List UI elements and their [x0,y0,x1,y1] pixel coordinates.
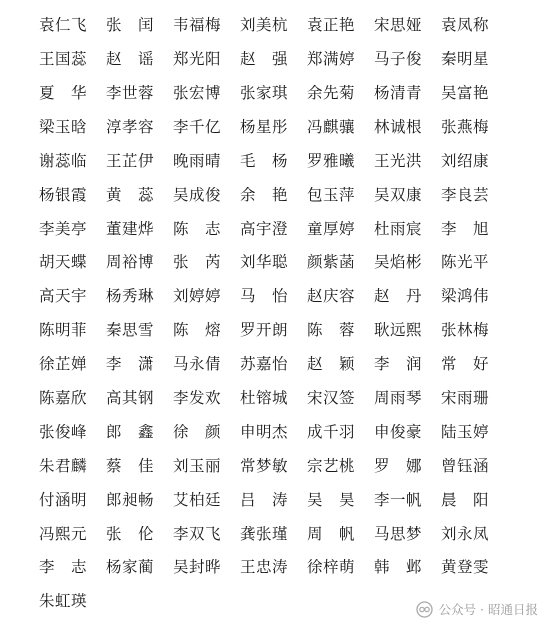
names-list [39,9,509,619]
name-item: 高其钢 [106,388,155,407]
name-item: 马永倩 [173,355,222,374]
name-item: 李千亿 [173,117,222,136]
name-item: 刘玉丽 [173,456,222,475]
name-item: 胡天蝶 [39,253,88,272]
name-item: 刘美杭 [240,16,289,35]
name-item: 王光洪 [374,151,423,170]
name-item: 郎 鑫 [106,422,155,441]
name-item: 马子俊 [374,50,423,69]
name-item: 宗艺桃 [307,456,356,475]
name-item: 秦思雪 [106,321,155,340]
name-item: 吴富艳 [441,83,490,102]
name-item: 袁仁飞 [39,16,88,35]
name-item: 赵 丹 [374,287,423,306]
name-item: 马 怡 [240,287,289,306]
name-item: 周裕博 [106,253,155,272]
name-item: 张 伦 [106,524,155,543]
name-item: 宋汉签 [307,388,356,407]
name-item: 杨星彤 [240,117,289,136]
name-item: 张燕梅 [441,117,490,136]
name-item: 高天宇 [39,287,88,306]
name-item: 李 志 [39,558,88,577]
name-item: 杨秀琳 [106,287,155,306]
name-item: 张林梅 [441,321,490,340]
name-item: 郑光阳 [173,50,222,69]
name-item: 颜紫菡 [307,253,356,272]
name-item: 杨家蔺 [106,558,155,577]
wechat-official-account-icon [416,601,433,618]
watermark-text: 公众号 · 昭通日报 [438,602,538,617]
watermark [416,600,538,618]
name-item: 吴成俊 [173,185,222,204]
name-item: 陈 熔 [173,321,222,340]
name-item: 秦明星 [441,50,490,69]
name-item: 冯麒骧 [307,117,356,136]
name-item: 杜雨宸 [374,219,423,238]
name-item: 张家琪 [240,83,289,102]
name-item: 吴焰彬 [374,253,423,272]
name-item: 徐 颜 [173,422,222,441]
name-item: 赵 强 [240,50,289,69]
name-item: 耿远熙 [374,321,423,340]
name-item: 赵庆容 [307,287,356,306]
name-item: 吕 涛 [240,490,289,509]
name-item: 张 芮 [173,253,222,272]
name-item: 杨清青 [374,83,423,102]
name-item: 李 润 [374,355,423,374]
name-item: 吴封晔 [173,558,222,577]
name-item: 晚雨晴 [173,151,222,170]
name-item: 周 帆 [307,524,356,543]
name-item: 王忠涛 [240,558,289,577]
name-item: 王芷伊 [106,151,155,170]
name-item: 成千羽 [307,422,356,441]
name-item: 林诚根 [374,117,423,136]
name-item: 余 艳 [240,185,289,204]
name-item: 高宇澄 [240,219,289,238]
name-item: 刘永凤 [441,524,490,543]
name-item: 张俊峰 [39,422,88,441]
name-item: 刘华聪 [240,253,289,272]
name-item: 王国蕊 [39,50,88,69]
name-item: 李 潇 [106,355,155,374]
name-item: 曾钰涵 [441,456,490,475]
name-item: 淳孝容 [106,117,155,136]
name-item: 梁玉晗 [39,117,88,136]
name-item: 袁凤称 [441,16,490,35]
name-item: 韦福梅 [173,16,222,35]
name-item: 宋思娅 [374,16,423,35]
name-item: 罗开朗 [240,321,289,340]
name-item: 李世蓉 [106,83,155,102]
name-item: 韩 邺 [374,558,423,577]
name-item: 张 闰 [106,16,155,35]
name-item: 张宏博 [173,83,222,102]
name-item: 冯熙元 [39,524,88,543]
name-item: 黄 蕊 [106,185,155,204]
name-item: 徐梓萌 [307,558,356,577]
name-item: 吴双康 [374,185,423,204]
name-item: 徐芷婵 [39,355,88,374]
name-item: 常梦敏 [240,456,289,475]
name-item: 蔡 佳 [106,456,155,475]
name-item: 马思梦 [374,524,423,543]
name-item: 李良芸 [441,185,490,204]
name-item: 常 好 [441,355,490,374]
name-item: 朱君麟 [39,456,88,475]
name-item: 董建烨 [106,219,155,238]
name-item: 陈 蓉 [307,321,356,340]
name-item: 周雨琴 [374,388,423,407]
name-item: 罗 娜 [374,456,423,475]
name-item: 吴 昊 [307,490,356,509]
name-item: 赵 谣 [106,50,155,69]
name-item: 袁正艳 [307,16,356,35]
name-item: 李发欢 [173,388,222,407]
name-item: 余先菊 [307,83,356,102]
name-item: 夏 华 [39,83,88,102]
name-item: 申俊豪 [374,422,423,441]
name-item: 陈 志 [173,219,222,238]
name-item: 赵 颖 [307,355,356,374]
name-item: 艾柏廷 [173,490,222,509]
name-item: 陆玉婷 [441,422,490,441]
name-item: 李双飞 [173,524,222,543]
name-item: 陈光平 [441,253,490,272]
name-item: 毛 杨 [240,151,289,170]
name-item: 李美亭 [39,219,88,238]
name-item: 刘婷婷 [173,287,222,306]
name-item: 包玉萍 [307,185,356,204]
name-item: 谢蕊临 [39,151,88,170]
name-item: 申明杰 [240,422,289,441]
name-item: 李 旭 [441,219,490,238]
name-item: 陈明菲 [39,321,88,340]
name-item: 杨银霞 [39,185,88,204]
name-item: 郑满婷 [307,50,356,69]
name-item: 李一帆 [374,490,423,509]
name-item: 陈嘉欣 [39,388,88,407]
name-item: 刘绍康 [441,151,490,170]
name-item: 朱虹瑛 [39,592,88,611]
name-item: 宋雨珊 [441,388,490,407]
name-item: 郎昶畅 [106,490,155,509]
name-item: 梁鸿伟 [441,287,490,306]
name-item: 杜镕城 [240,388,289,407]
name-item: 苏嘉怡 [240,355,289,374]
name-item: 付涵明 [39,490,88,509]
name-item: 晨 阳 [441,490,490,509]
name-item: 罗雅曦 [307,151,356,170]
name-item: 童厚婷 [307,219,356,238]
name-item: 龚张瑾 [240,524,289,543]
name-item: 黄登雯 [441,558,490,577]
